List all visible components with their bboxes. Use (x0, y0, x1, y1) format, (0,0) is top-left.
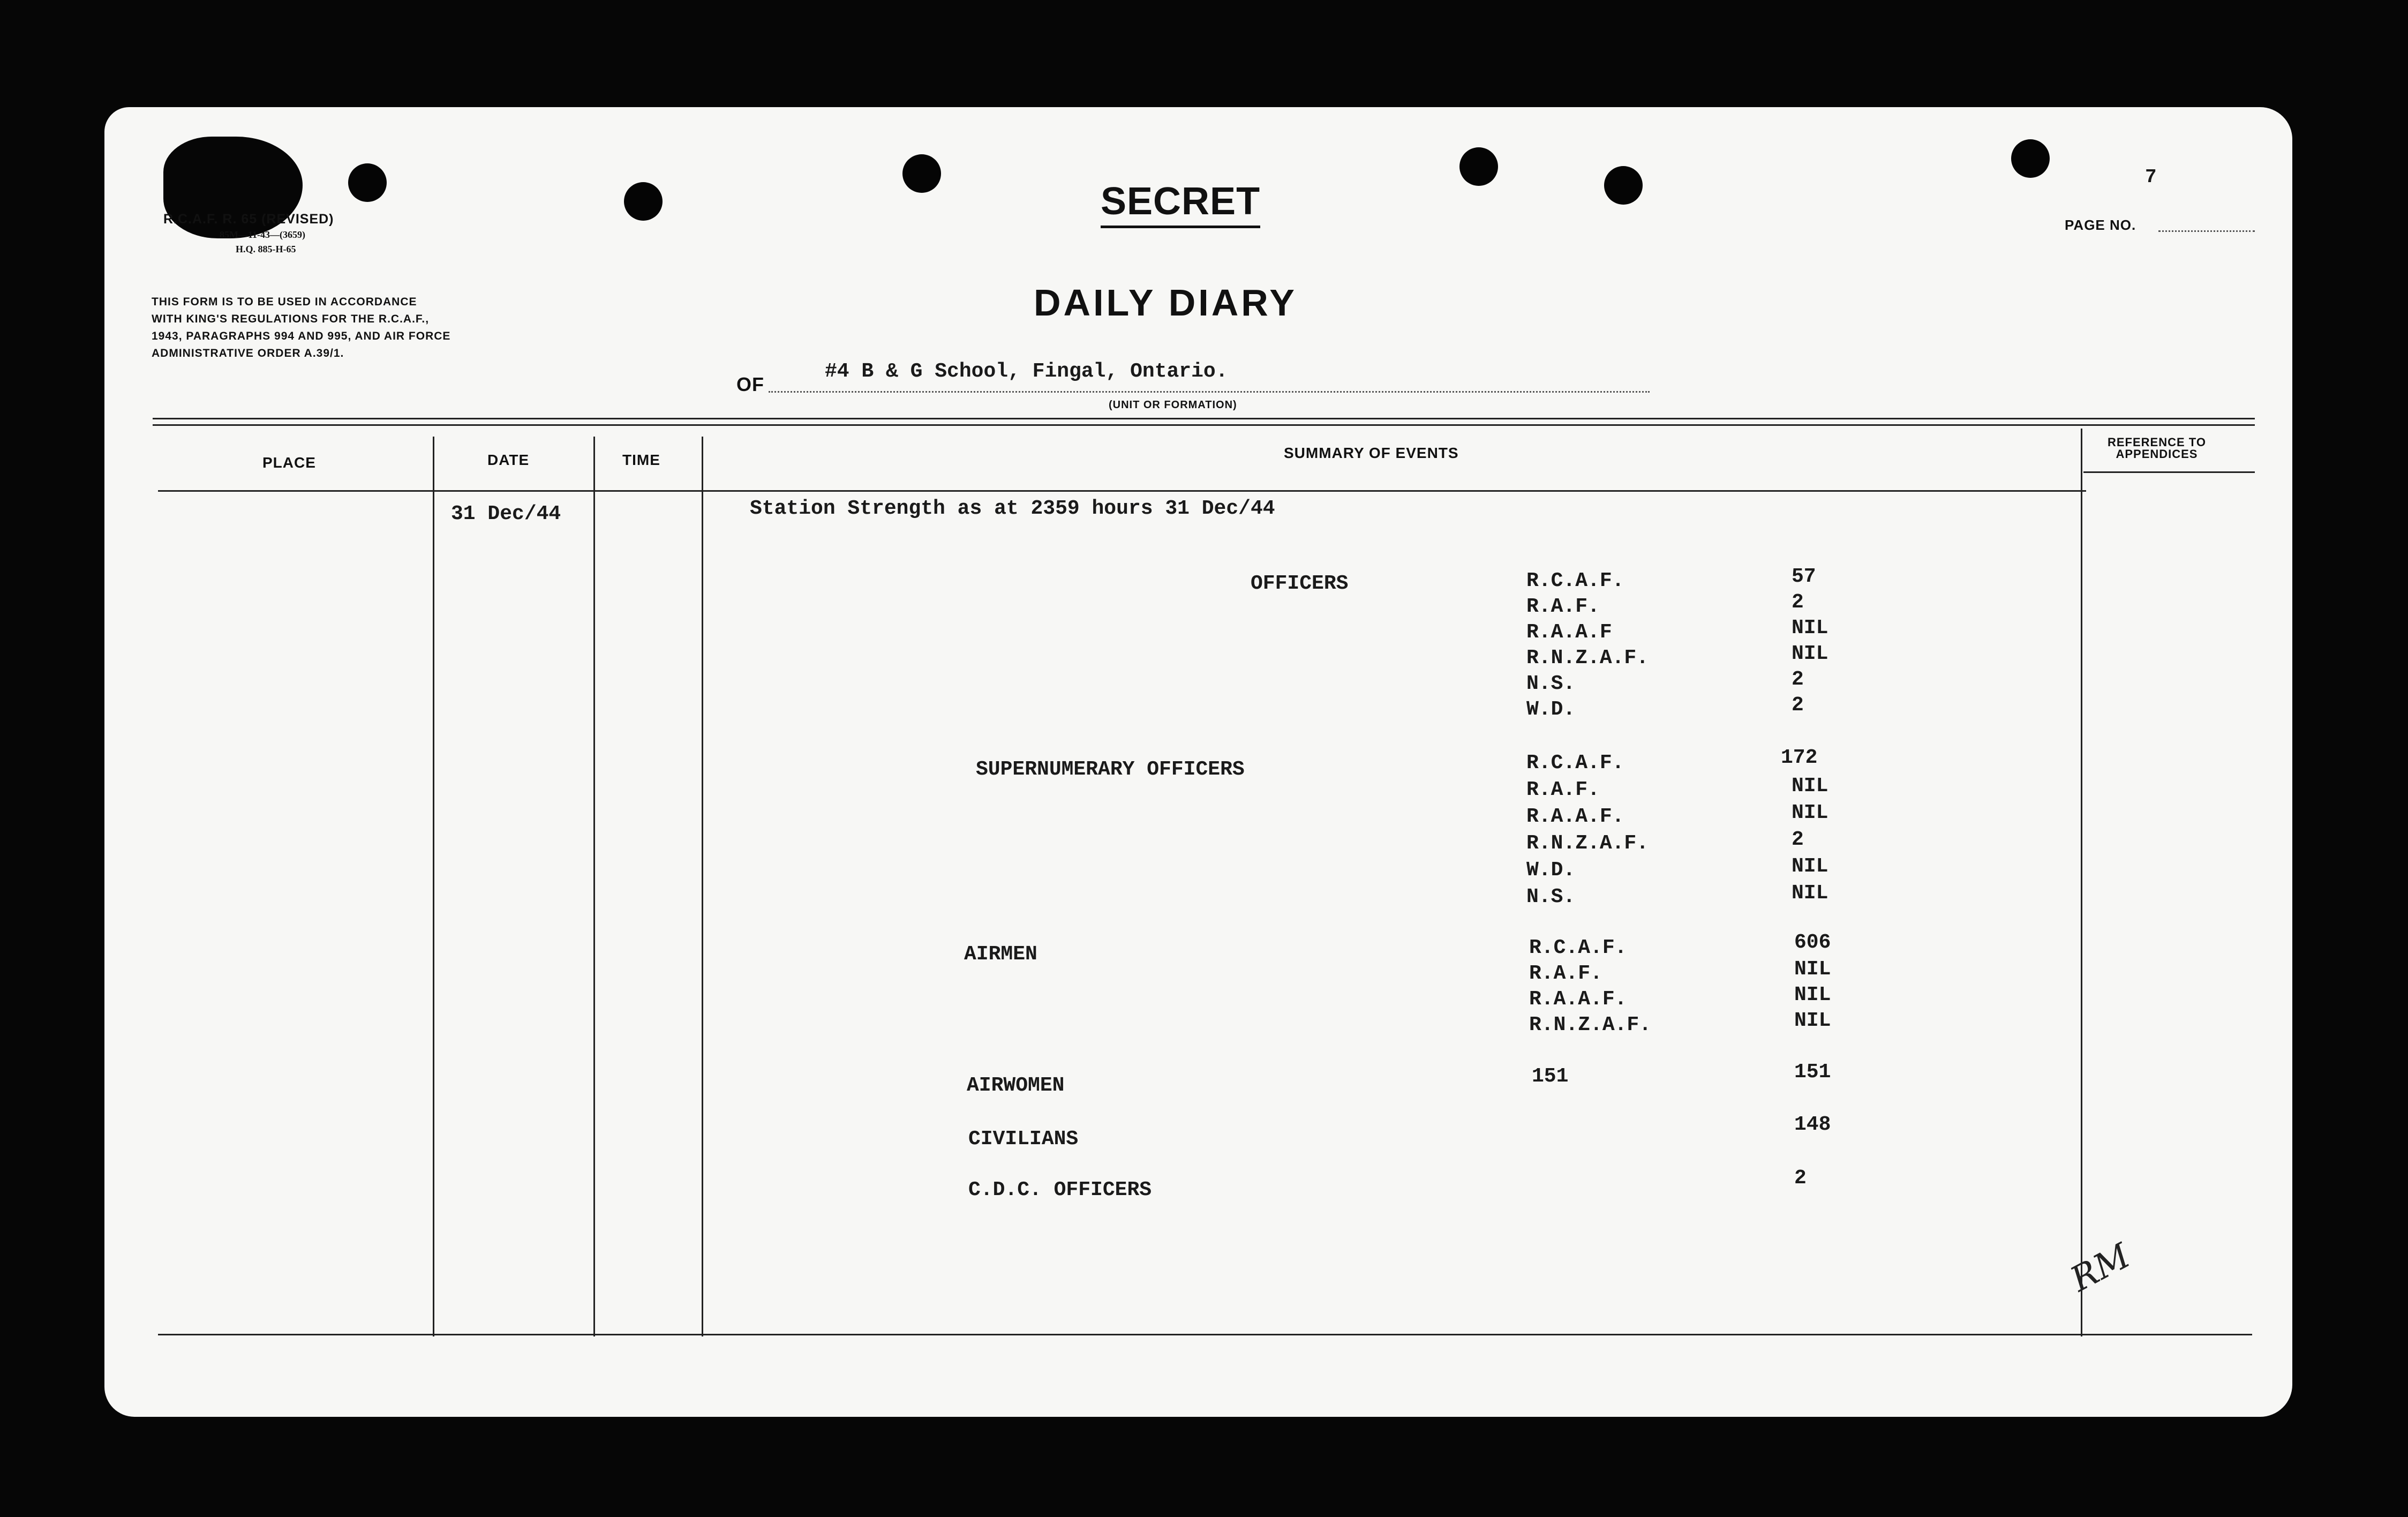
header-bottom-rule (158, 490, 2086, 492)
column-divider (593, 437, 595, 1336)
count-value: NIL (1794, 983, 1831, 1007)
count-value: 57 (1792, 565, 1816, 588)
notice-line: THIS FORM IS TO BE USED IN ACCORDANCE (152, 296, 417, 308)
page-title: DAILY DIARY (1034, 282, 1297, 324)
service-name: R.C.A.F. (1529, 936, 1627, 959)
group-label: OFFICERS (1251, 572, 1349, 595)
count-value: 151 (1794, 1061, 1831, 1084)
count-value: NIL (1792, 642, 1828, 665)
page-number-label: PAGE NO. (2065, 217, 2136, 233)
handwritten-initials: RM (2064, 1236, 2137, 1300)
column-header-summary: SUMMARY OF EVENTS (1284, 445, 1459, 461)
count-value: NIL (1792, 882, 1828, 905)
page-number-line (2158, 230, 2255, 232)
page-number: 7 (2145, 166, 2157, 188)
column-header-date: DATE (487, 452, 530, 468)
count-value: NIL (1792, 617, 1828, 640)
unit-caption: (UNIT OR FORMATION) (1109, 399, 1237, 411)
service-name: R.A.A.F (1526, 621, 1612, 644)
notice-line: ADMINISTRATIVE ORDER A.39/1. (152, 347, 344, 359)
service-name: W.D. (1526, 698, 1576, 721)
service-name: R.C.A.F. (1526, 752, 1624, 775)
count-value: NIL (1792, 855, 1828, 878)
table-top-rule (153, 424, 2255, 426)
service-name: 151 (1532, 1065, 1569, 1088)
notice-line: WITH KING'S REGULATIONS FOR THE R.C.A.F., (152, 313, 430, 325)
count-value: NIL (1794, 1009, 1831, 1032)
service-name: R.A.F. (1526, 778, 1600, 801)
column-header-time: TIME (622, 452, 660, 468)
unit-field-line (769, 391, 1650, 393)
column-divider (433, 437, 434, 1336)
column-header-reference (2108, 437, 2206, 460)
unit-name: #4 B & G School, Fingal, Ontario. (825, 360, 1228, 383)
group-label: AIRWOMEN (967, 1074, 1065, 1097)
service-name: R.C.A.F. (1526, 569, 1624, 592)
hq-reference: H.Q. 885-H-65 (236, 244, 296, 254)
service-name: R.N.Z.A.F. (1526, 832, 1649, 855)
of-label: OF (736, 373, 764, 395)
entry-heading: Station Strength as at 2359 hours 31 Dec/44 (750, 497, 1275, 520)
punch-hole (1604, 166, 1643, 205)
service-name: R.A.F. (1529, 962, 1602, 985)
reference-header-line: APPENDICES (2116, 447, 2198, 461)
punch-hole (2011, 139, 2050, 178)
count-value: 2 (1794, 1167, 1807, 1190)
group-label: C.D.C. OFFICERS (968, 1178, 1152, 1201)
classification-stamp: SECRET (1101, 179, 1260, 228)
group-label: AIRMEN (964, 943, 1037, 966)
count-value: 148 (1794, 1113, 1831, 1136)
group-label: CIVILIANS (968, 1128, 1079, 1151)
count-value: 2 (1792, 828, 1804, 851)
punch-hole (348, 163, 387, 202)
punch-hole (624, 182, 663, 221)
group-label: SUPERNUMERARY OFFICERS (976, 758, 1245, 781)
service-name: N.S. (1526, 885, 1576, 908)
table-top-rule (153, 418, 2255, 419)
service-name: R.A.A.F. (1529, 988, 1627, 1011)
count-value: NIL (1792, 775, 1828, 798)
count-value: 606 (1794, 931, 1831, 954)
count-value: 2 (1792, 694, 1804, 717)
service-name: R.N.Z.A.F. (1529, 1013, 1652, 1037)
service-name: R.A.A.F. (1526, 805, 1624, 828)
column-divider (702, 437, 703, 1336)
count-value: 172 (1781, 746, 1818, 769)
service-name: R.N.Z.A.F. (1526, 647, 1649, 670)
reference-header-rule (2083, 471, 2255, 473)
count-value: NIL (1792, 801, 1828, 824)
table-bottom-rule (158, 1334, 2252, 1335)
service-name: R.A.F. (1526, 595, 1600, 618)
column-divider (2081, 429, 2082, 1336)
punch-hole (1459, 147, 1498, 186)
entry-date: 31 Dec/44 (451, 502, 561, 525)
punch-hole (902, 154, 941, 193)
count-value: 2 (1792, 668, 1804, 691)
service-name: N.S. (1526, 672, 1576, 695)
form-notice (152, 294, 450, 362)
count-value: 2 (1792, 591, 1804, 614)
notice-line: 1943, PARAGRAPHS 994 AND 995, AND AIR FORCE (152, 330, 451, 342)
print-code: 85M—11-43—(3659) (220, 229, 305, 240)
form-number: R.C.A.F. R. 65 (REVISED) (163, 212, 334, 227)
count-value: NIL (1794, 958, 1831, 981)
service-name: W.D. (1526, 859, 1576, 882)
reference-header-line: REFERENCE TO (2108, 435, 2206, 449)
column-header-place: PLACE (262, 454, 316, 471)
